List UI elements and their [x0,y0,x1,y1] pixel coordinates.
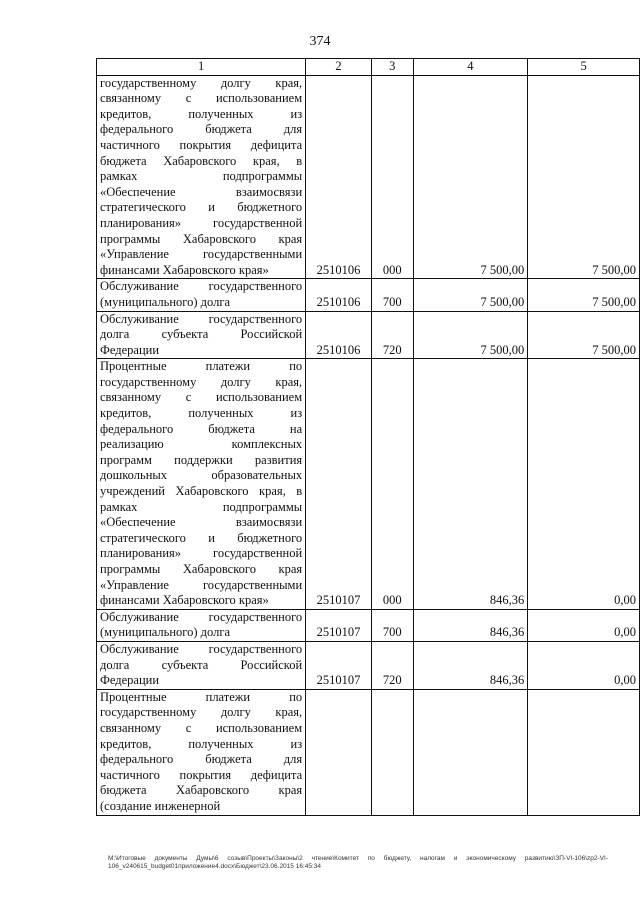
row-expense-type: 700 [371,609,413,641]
row-target-code: 2510107 [306,641,372,689]
table-row [97,689,640,815]
item-name-line: «Обеспечение взаимосвязи [100,515,303,530]
row-amount-year-2: 7 500,00 [528,75,640,279]
item-name-line: бюджета Хабаровского края, в [100,153,303,168]
row-amount-year-1: 7 500,00 [413,279,528,311]
row-target-code: 2510107 [306,609,372,641]
row-item-name [97,689,306,815]
item-name-line: планирования» государственной [100,215,303,230]
row-amount-year-1: 7 500,00 [413,75,528,279]
item-name-line: Обслуживание государственного [100,311,303,326]
row-expense-type [371,689,413,815]
item-name-line: программы Хабаровского края [100,231,303,246]
row-amount-year-2: 0,00 [528,359,640,610]
column-header-5: 5 [528,59,640,76]
column-header-1: 1 [97,59,306,76]
item-name-line: частичного покрытия дефицита [100,767,303,782]
document-footer-path: M:\Итоговые документы Думы\6 созыв\Проекты\Законы\2 чтение\Комитет по бюджету, налогам и экономическому развитию\ЗП-VI-106\zp2-VI-106_v240615_budget01приложение4.docx\Бюджет\23.06.2015 16:45:34 [108,855,608,870]
item-name-line: федерального бюджета на [100,421,303,436]
item-name-line: бюджета Хабаровского края [100,783,303,798]
item-name-line: Федерации [100,342,160,357]
item-name-line: финансами Хабаровского края» [100,593,269,608]
item-name-line: Обслуживание государственного [100,641,303,656]
column-header-4: 4 [413,59,528,76]
item-name-line: Федерации [100,673,160,688]
row-item-name [97,641,306,689]
row-expense-type: 000 [371,75,413,279]
row-amount-year-1 [413,689,528,815]
row-amount-year-2: 7 500,00 [528,311,640,359]
row-expense-type: 000 [371,359,413,610]
item-name-line: государственному долгу края, [100,374,303,389]
item-name-line: стратегического и бюджетного [100,530,303,545]
row-expense-type: 720 [371,311,413,359]
row-amount-year-2 [528,689,640,815]
item-name-line: «Управление государственными [100,577,303,592]
item-name-line: программ поддержки развития [100,452,303,467]
item-name-line: связанному с использованием [100,390,303,405]
item-name-line: «Управление государственными [100,247,303,262]
item-name-line: Обслуживание государственного [100,609,303,624]
row-expense-type: 720 [371,641,413,689]
table-header-row [97,59,640,76]
item-name-line: «Обеспечение взаимосвязи [100,184,303,199]
row-target-code: 2510107 [306,359,372,610]
table-body [97,75,640,815]
table-row [97,75,640,279]
item-name-line: долга субъекта Российской [100,657,303,672]
item-name-line: дошкольных образовательных [100,468,303,483]
row-amount-year-1: 846,36 [413,641,528,689]
item-name-line: реализацию комплексных [100,437,303,452]
row-item-name [97,311,306,359]
row-item-name [97,279,306,311]
item-name-line: Процентные платежи по [100,689,303,704]
row-item-name [97,359,306,610]
item-name-line: Обслуживание государственного [100,279,303,294]
table-row [97,609,640,641]
row-amount-year-1: 846,36 [413,359,528,610]
row-amount-year-2: 7 500,00 [528,279,640,311]
item-name-line: рамках подпрограммы [100,499,303,514]
item-name-line: государственному долгу края, [100,705,303,720]
item-name-line: учреждений Хабаровского края, в [100,484,303,499]
item-name-line: долга субъекта Российской [100,327,303,342]
item-name-line: (муниципального) долга [100,625,231,640]
item-name-line: (муниципального) долга [100,294,231,309]
item-name-line: частичного покрытия дефицита [100,137,303,152]
table-row [97,641,640,689]
row-item-name [97,75,306,279]
item-name-line: (создание инженерной [100,798,221,813]
item-name-line: федерального бюджета для [100,122,303,137]
row-amount-year-1: 7 500,00 [413,311,528,359]
row-target-code: 2510106 [306,75,372,279]
item-name-line: планирования» государственной [100,546,303,561]
column-header-2: 2 [306,59,372,76]
item-name-line: стратегического и бюджетного [100,200,303,215]
row-target-code [306,689,372,815]
item-name-line: государственному долгу края, [100,75,303,90]
row-amount-year-1: 846,36 [413,609,528,641]
item-name-line: кредитов, полученных из [100,106,303,121]
item-name-line: кредитов, полученных из [100,736,303,751]
item-name-line: Процентные платежи по [100,359,303,374]
table-row [97,359,640,610]
item-name-line: финансами Хабаровского края» [100,262,269,277]
table-row [97,279,640,311]
budget-table [96,58,640,816]
item-name-line: кредитов, полученных из [100,406,303,421]
item-name-line: рамках подпрограммы [100,169,303,184]
row-expense-type: 700 [371,279,413,311]
row-amount-year-2: 0,00 [528,641,640,689]
row-item-name [97,609,306,641]
item-name-line: федерального бюджета для [100,752,303,767]
row-amount-year-2: 0,00 [528,609,640,641]
row-target-code: 2510106 [306,279,372,311]
item-name-line: связанному с использованием [100,91,303,106]
column-header-3: 3 [371,59,413,76]
table-row [97,311,640,359]
page-number: 374 [309,34,331,49]
row-target-code: 2510106 [306,311,372,359]
item-name-line: связанному с использованием [100,720,303,735]
item-name-line: программы Хабаровского края [100,562,303,576]
